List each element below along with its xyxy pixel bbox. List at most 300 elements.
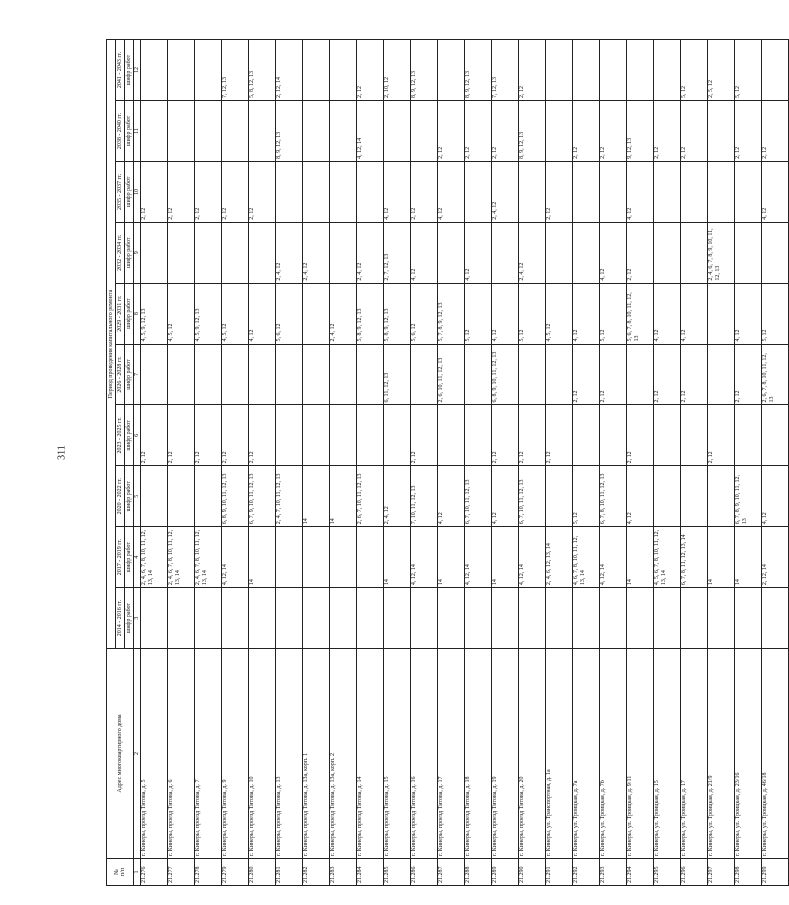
work-codes-cell: 2, 4, 7, 10, 11, 12, 13 (276, 466, 303, 527)
work-codes-cell: 2, 12 (438, 100, 465, 161)
table-row (411, 40, 438, 886)
work-codes-cell: 6, 7, 8, 11, 12, 13, 14 (681, 527, 708, 588)
work-codes-cell: 4, 12 (249, 283, 276, 344)
work-codes-cell (465, 161, 492, 222)
header-num-label: № (113, 869, 120, 875)
work-codes-cell (681, 222, 708, 283)
work-codes-cell (384, 100, 411, 161)
work-codes-cell: 4, 5, 12 (222, 283, 249, 344)
work-codes-cell (762, 40, 789, 101)
header-work-code: шифр работ (125, 344, 134, 405)
work-codes-cell (735, 161, 762, 222)
work-codes-cell: 14 (330, 466, 357, 527)
row-number: 21.282 (303, 859, 330, 886)
work-codes-cell (438, 222, 465, 283)
row-address: г. Кинеры, проезд Титова, д. 6 (168, 649, 195, 859)
column-number: 12 (134, 40, 141, 101)
header-period: 2035 - 2037 гг. (116, 161, 125, 222)
work-codes-cell: 9, 12, 13 (627, 100, 654, 161)
work-codes-cell (681, 405, 708, 466)
work-codes-cell (654, 588, 681, 649)
work-codes-cell: 14 (708, 527, 735, 588)
work-codes-cell: 2, 6, 7, 10, 11, 12, 13 (357, 466, 384, 527)
work-codes-cell: 4, 5, 9, 12, 13 (141, 283, 168, 344)
work-codes-cell: 2, 4, 12 (276, 222, 303, 283)
work-codes-cell: 6, 8, 9, 10, 11, 12, 13 (492, 344, 519, 405)
work-codes-cell: 5, 12 (681, 40, 708, 101)
work-codes-cell (654, 40, 681, 101)
work-codes-cell: 2, 12 (627, 222, 654, 283)
work-codes-cell (708, 100, 735, 161)
work-codes-cell (492, 222, 519, 283)
work-codes-cell (438, 588, 465, 649)
header-num (107, 859, 134, 886)
work-codes-cell (546, 40, 573, 101)
work-codes-cell (168, 40, 195, 101)
work-codes-cell: 4, 12 (600, 222, 627, 283)
table-row (168, 40, 195, 886)
work-codes-cell (222, 222, 249, 283)
header-period: 2017 - 2019 гг. (116, 527, 125, 588)
work-codes-cell: 2, 12 (492, 100, 519, 161)
work-codes-cell (195, 100, 222, 161)
row-number: 21.288 (465, 859, 492, 886)
row-address: г. Кинеры, ул. Троицкая, д. 9/11 (627, 649, 654, 859)
work-codes-cell: 2, 12 (600, 344, 627, 405)
table-row (546, 40, 573, 886)
work-codes-cell (600, 588, 627, 649)
column-number: 2 (134, 649, 141, 859)
work-codes-cell: 14 (438, 527, 465, 588)
row-address: г. Кинеры, проезд Титова, д. 13а, корп. 1 (303, 649, 330, 859)
row-address: г. Кинеры, проезд Титова, д. 13 (276, 649, 303, 859)
column-number: 7 (134, 344, 141, 405)
column-number: 8 (134, 283, 141, 344)
header-period: 2029 - 2031 гг. (116, 283, 125, 344)
work-codes-cell: 2, 12 (681, 344, 708, 405)
work-codes-cell: 4, 12 (681, 283, 708, 344)
work-codes-cell: 2, 12 (546, 405, 573, 466)
header-period: 2020 - 2022 гг. (116, 466, 125, 527)
work-codes-cell (168, 100, 195, 161)
work-codes-cell: 2, 12 (654, 100, 681, 161)
row-number: 21.280 (249, 859, 276, 886)
work-codes-cell: 2, 6, 7, 8, 10, 11, 12, 13 (762, 344, 789, 405)
table-row (600, 40, 627, 886)
header-period: 2032 - 2034 гг. (116, 222, 125, 283)
work-codes-cell: 5, 6, 7, 8, 10, 11, 12, 13 (627, 283, 654, 344)
work-codes-cell: 2, 12 (654, 344, 681, 405)
row-number: 21.285 (384, 859, 411, 886)
work-codes-cell (492, 588, 519, 649)
table-row (708, 40, 735, 886)
work-codes-cell (681, 161, 708, 222)
work-codes-cell (249, 100, 276, 161)
column-number: 9 (134, 222, 141, 283)
row-address: г. Кинеры, ул. Троицкая, д. 46/18 (762, 649, 789, 859)
work-codes-cell (357, 344, 384, 405)
table-row (492, 40, 519, 886)
work-codes-cell: 2, 12 (627, 405, 654, 466)
work-codes-cell: 2, 7, 12, 13 (384, 222, 411, 283)
work-codes-cell (600, 405, 627, 466)
row-address: г. Кинеры, проезд Титова, д. 18 (465, 649, 492, 859)
work-codes-cell: 4, 12 (438, 161, 465, 222)
work-codes-cell: 4, 12, 14 (519, 527, 546, 588)
row-number: 21.296 (681, 859, 708, 886)
work-codes-cell (330, 100, 357, 161)
column-number: 6 (134, 405, 141, 466)
work-codes-cell (708, 466, 735, 527)
work-codes-cell (573, 222, 600, 283)
page-number: 311 (56, 445, 68, 460)
work-codes-cell: 2, 4, 6, 7, 8, 10, 11, 12, 13, 14 (141, 527, 168, 588)
header-work-code: шифр работ (125, 222, 134, 283)
work-codes-cell (141, 466, 168, 527)
work-codes-cell (708, 588, 735, 649)
work-codes-cell (195, 466, 222, 527)
work-codes-cell: 2, 4, 6, 7, 8, 10, 11, 12, 13, 14 (168, 527, 195, 588)
work-codes-cell: 2, 12 (762, 100, 789, 161)
work-codes-cell (357, 405, 384, 466)
work-codes-cell (546, 222, 573, 283)
work-codes-cell (303, 40, 330, 101)
work-codes-cell (303, 344, 330, 405)
work-codes-cell: 2, 4, 12 (330, 283, 357, 344)
work-codes-cell: 4, 5, 12 (546, 283, 573, 344)
header-work-code: шифр работ (125, 100, 134, 161)
work-codes-cell: 2, 12 (195, 405, 222, 466)
work-codes-cell (357, 161, 384, 222)
table-row (384, 40, 411, 886)
work-codes-cell (141, 344, 168, 405)
work-codes-cell: 4, 12 (762, 161, 789, 222)
table-row (519, 40, 546, 886)
work-codes-cell (573, 588, 600, 649)
work-codes-cell (303, 100, 330, 161)
work-codes-cell: 6, 7, 9, 10, 11, 12, 13 (249, 466, 276, 527)
work-codes-cell: 4, 12 (438, 466, 465, 527)
work-codes-cell (762, 222, 789, 283)
column-number: 11 (134, 100, 141, 161)
work-codes-cell: 5, 7, 8, 9, 12, 13 (438, 283, 465, 344)
work-codes-cell (249, 588, 276, 649)
work-codes-cell (330, 405, 357, 466)
table-row (357, 40, 384, 886)
work-codes-cell: 2, 12 (249, 161, 276, 222)
work-codes-cell: 4, 12 (573, 283, 600, 344)
work-codes-cell (168, 466, 195, 527)
work-codes-cell: 5, 12 (735, 40, 762, 101)
header-work-code: шифр работ (125, 466, 134, 527)
row-number: 21.293 (600, 859, 627, 886)
work-codes-cell (735, 222, 762, 283)
table-row (465, 40, 492, 886)
row-address: г. Кинеры, ул. Троицкая, д. 17 (681, 649, 708, 859)
work-codes-cell: 2, 12 (708, 405, 735, 466)
work-codes-cell: 2, 12 (492, 405, 519, 466)
table-body (141, 40, 789, 886)
work-codes-cell: 4, 12, 14 (411, 527, 438, 588)
work-codes-cell (708, 283, 735, 344)
row-address: г. Кинеры, ул. Транспортная, д. 1а (546, 649, 573, 859)
work-codes-cell: 2, 12, 14 (276, 40, 303, 101)
row-address: г. Кинеры, проезд Титова, д. 15 (384, 649, 411, 859)
row-number: 21.291 (546, 859, 573, 886)
work-codes-cell: 14 (303, 466, 330, 527)
work-codes-cell: 4, 5, 6, 7, 8, 10, 11, 12, 13, 14 (654, 527, 681, 588)
work-codes-cell (168, 222, 195, 283)
work-codes-cell (411, 588, 438, 649)
work-codes-cell (519, 161, 546, 222)
rotated-sheet (106, 40, 775, 886)
work-codes-cell (195, 588, 222, 649)
work-codes-cell (168, 344, 195, 405)
table-row (627, 40, 654, 886)
work-codes-cell (357, 588, 384, 649)
work-codes-cell: 2, 6, 10, 11, 12, 13 (438, 344, 465, 405)
capital-repair-schedule (106, 40, 775, 886)
table-row (438, 40, 465, 886)
header-period-group: Период проведения капитального ремонта (107, 40, 116, 649)
work-codes-cell (681, 588, 708, 649)
work-codes-cell (708, 161, 735, 222)
work-codes-cell (573, 405, 600, 466)
header-num-sub: п/п (120, 867, 126, 877)
header-work-code: шифр работ (125, 40, 134, 101)
work-codes-cell (303, 283, 330, 344)
row-number: 21.279 (222, 859, 249, 886)
table-row (762, 40, 789, 886)
row-number: 21.281 (276, 859, 303, 886)
row-number: 21.278 (195, 859, 222, 886)
work-codes-cell: 2, 12 (546, 161, 573, 222)
work-codes-cell: 2, 4, 12 (492, 161, 519, 222)
row-address: г. Кинеры, проезд Титова, д. 9 (222, 649, 249, 859)
work-codes-cell (654, 466, 681, 527)
work-codes-cell (600, 161, 627, 222)
row-address: г. Кинеры, ул. Троицкая, д. 7а (573, 649, 600, 859)
work-codes-cell (762, 405, 789, 466)
work-codes-cell: 2, 4, 6, 7, 8, 10, 11, 12, 13, 14 (195, 527, 222, 588)
work-codes-cell (357, 527, 384, 588)
header-period: 2038 - 2040 гг. (116, 100, 125, 161)
work-codes-cell: 6, 7, 10, 11, 12, 13 (519, 466, 546, 527)
work-codes-cell: 5, 12 (465, 283, 492, 344)
work-codes-cell: 4, 12 (654, 283, 681, 344)
work-codes-cell: 2, 12 (411, 161, 438, 222)
row-address: г. Кинеры, проезд Титова, д. 7 (195, 649, 222, 859)
work-codes-cell: 4, 12, 14 (600, 527, 627, 588)
work-codes-cell (735, 588, 762, 649)
work-codes-cell: 6, 8, 9, 10, 11, 12, 13 (222, 466, 249, 527)
row-address: г. Кинеры, проезд Титова, д. 16 (411, 649, 438, 859)
work-codes-cell: 4, 12 (762, 466, 789, 527)
work-codes-cell (195, 344, 222, 405)
work-codes-cell (411, 100, 438, 161)
work-codes-cell (222, 100, 249, 161)
work-codes-cell (168, 588, 195, 649)
work-codes-cell: 2, 12 (573, 344, 600, 405)
work-codes-cell: 7, 10, 11, 12, 13 (411, 466, 438, 527)
work-codes-cell: 14 (735, 527, 762, 588)
table-row (276, 40, 303, 886)
work-codes-cell (735, 405, 762, 466)
column-number: 10 (134, 161, 141, 222)
table-row (195, 40, 222, 886)
work-codes-cell: 2, 12 (600, 100, 627, 161)
work-codes-cell (330, 40, 357, 101)
work-codes-cell: 5, 12 (573, 466, 600, 527)
repair-table (106, 39, 789, 886)
row-number: 21.297 (708, 859, 735, 886)
row-address: г. Кинеры, проезд Титова, д. 20 (519, 649, 546, 859)
row-address: г. Кинеры, ул. Троицкая, д. 15 (654, 649, 681, 859)
work-codes-cell: 2, 12 (141, 161, 168, 222)
work-codes-cell: 5, 12 (762, 283, 789, 344)
work-codes-cell (465, 588, 492, 649)
header-work-code: шифр работ (125, 405, 134, 466)
work-codes-cell: 2, 4, 6, 12, 13, 14 (546, 527, 573, 588)
work-codes-cell (249, 344, 276, 405)
work-codes-cell (141, 40, 168, 101)
work-codes-cell (573, 161, 600, 222)
work-codes-cell (627, 40, 654, 101)
work-codes-cell: 5, 6, 12 (276, 283, 303, 344)
work-codes-cell: 4, 6, 7, 8, 10, 11, 12, 13, 14 (573, 527, 600, 588)
work-codes-cell (276, 161, 303, 222)
work-codes-cell (276, 527, 303, 588)
table-row (735, 40, 762, 886)
table-row (141, 40, 168, 886)
table-row (249, 40, 276, 886)
header-period: 2014 - 2016 гг. (116, 588, 125, 649)
work-codes-cell (141, 100, 168, 161)
work-codes-cell: 5, 6, 12 (411, 283, 438, 344)
work-codes-cell (330, 161, 357, 222)
work-codes-cell (762, 588, 789, 649)
work-codes-cell (600, 40, 627, 101)
table-row (330, 40, 357, 886)
work-codes-cell: 4, 12 (627, 466, 654, 527)
work-codes-cell: 2, 4, 12 (384, 466, 411, 527)
work-codes-cell: 4, 12, 14 (357, 100, 384, 161)
work-codes-cell: 5, 8, 12, 13 (249, 40, 276, 101)
header-work-code: шифр работ (125, 161, 134, 222)
work-codes-cell: 2, 5, 12 (708, 40, 735, 101)
row-number: 21.287 (438, 859, 465, 886)
work-codes-cell (249, 222, 276, 283)
row-address: г. Кинеры, проезд Титова, д. 10 (249, 649, 276, 859)
work-codes-cell (627, 588, 654, 649)
work-codes-cell: 5, 12 (519, 283, 546, 344)
work-codes-cell: 6, 7, 8, 9, 10, 11, 12, 13 (735, 466, 762, 527)
header-work-code: шифр работ (125, 527, 134, 588)
work-codes-cell: 4, 12 (492, 283, 519, 344)
work-codes-cell: 4, 12 (411, 222, 438, 283)
work-codes-cell (195, 222, 222, 283)
row-number: 21.276 (141, 859, 168, 886)
header-address: Адрес многоквартирного дома (107, 649, 134, 859)
work-codes-cell: 2, 12 (735, 100, 762, 161)
work-codes-cell: 8, 9, 12, 13 (276, 100, 303, 161)
work-codes-cell (519, 588, 546, 649)
work-codes-cell: 2, 12 (519, 40, 546, 101)
work-codes-cell (546, 344, 573, 405)
row-number: 21.286 (411, 859, 438, 886)
row-address: г. Кинеры, ул. Троицкая, д. 23/16 (735, 649, 762, 859)
work-codes-cell (573, 40, 600, 101)
work-codes-cell (330, 222, 357, 283)
row-number: 21.283 (330, 859, 357, 886)
work-codes-cell (627, 344, 654, 405)
work-codes-cell: 2, 12 (168, 161, 195, 222)
work-codes-cell: 2, 12 (681, 100, 708, 161)
work-codes-cell (411, 344, 438, 405)
column-number: 1 (134, 859, 141, 886)
work-codes-cell: 2, 12 (573, 100, 600, 161)
work-codes-cell: 4, 12 (465, 222, 492, 283)
row-address: г. Кинеры, проезд Титова, д. 14 (357, 649, 384, 859)
work-codes-cell (654, 222, 681, 283)
work-codes-cell (654, 405, 681, 466)
work-codes-cell (330, 344, 357, 405)
work-codes-cell: 2, 12 (141, 405, 168, 466)
work-codes-cell (303, 588, 330, 649)
work-codes-cell (654, 161, 681, 222)
row-number: 21.290 (519, 859, 546, 886)
work-codes-cell (384, 588, 411, 649)
work-codes-cell: 4, 12 (384, 161, 411, 222)
row-address: г. Кинеры, ул. Троицкая, д. 21/9 (708, 649, 735, 859)
work-codes-cell: 4, 12, 14 (465, 527, 492, 588)
work-codes-cell: 4, 5, 9, 12, 13 (195, 283, 222, 344)
table-row (303, 40, 330, 886)
row-number: 21.292 (573, 859, 600, 886)
work-codes-cell: 2, 12 (222, 405, 249, 466)
work-codes-cell: 7, 12, 13 (492, 40, 519, 101)
table-row (222, 40, 249, 886)
work-codes-cell: 2, 4, 12 (357, 222, 384, 283)
work-codes-cell: 6, 11, 12, 13 (384, 344, 411, 405)
work-codes-cell (276, 588, 303, 649)
work-codes-cell (276, 344, 303, 405)
row-number: 21.299 (762, 859, 789, 886)
work-codes-cell (303, 405, 330, 466)
work-codes-cell (465, 344, 492, 405)
row-address: г. Кинеры, проезд Титова, д. 19 (492, 649, 519, 859)
work-codes-cell: 8, 9, 12, 13 (411, 40, 438, 101)
work-codes-cell: 2, 12 (249, 405, 276, 466)
row-address: г. Кинеры, ул. Троицкая, д. 7б (600, 649, 627, 859)
work-codes-cell: 2, 12 (735, 344, 762, 405)
column-number: 5 (134, 466, 141, 527)
work-codes-cell: 2, 12 (168, 405, 195, 466)
work-codes-cell (546, 100, 573, 161)
row-number: 21.289 (492, 859, 519, 886)
work-codes-cell (519, 344, 546, 405)
row-number: 21.298 (735, 859, 762, 886)
work-codes-cell (303, 527, 330, 588)
work-codes-cell (195, 40, 222, 101)
work-codes-cell (276, 405, 303, 466)
work-codes-cell (330, 588, 357, 649)
work-codes-cell: 2, 12 (519, 405, 546, 466)
work-codes-cell: 5, 8, 9, 12, 13 (357, 283, 384, 344)
row-number: 21.277 (168, 859, 195, 886)
work-codes-cell (546, 466, 573, 527)
header-period: 2026 - 2028 гг. (116, 344, 125, 405)
